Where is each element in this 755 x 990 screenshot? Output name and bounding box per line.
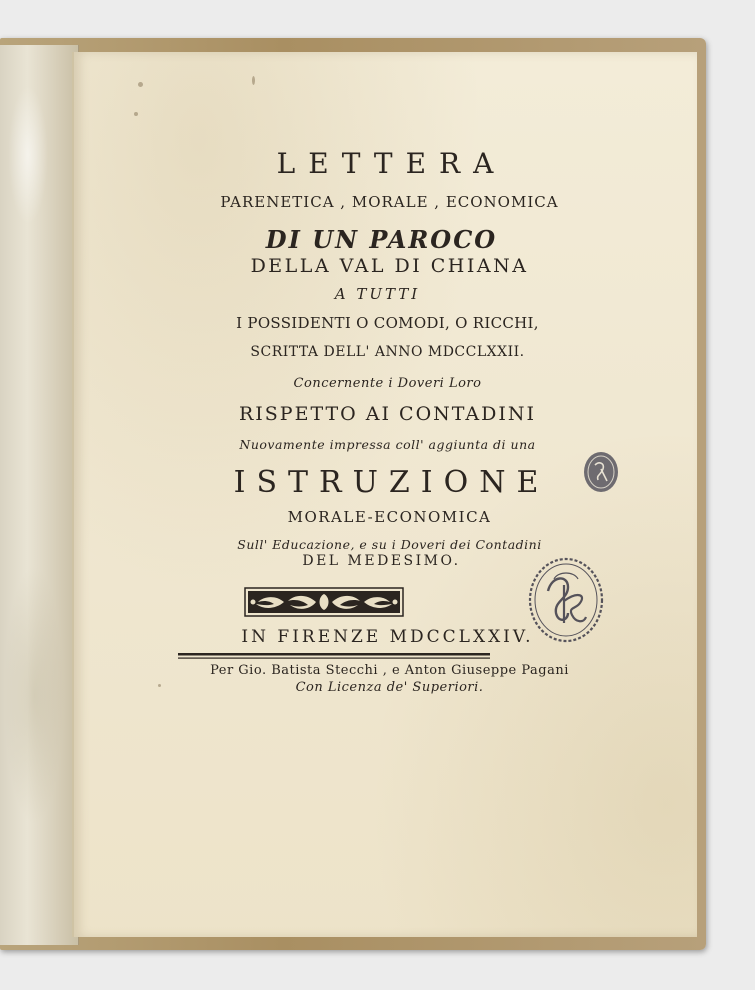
monogram-library-stamp-icon: [528, 557, 604, 643]
topic-line: RISPETTO AI CONTADINI: [238, 403, 537, 425]
same-author-line: DEL MEDESIMO.: [302, 553, 461, 569]
printers-line: Per Gio. Batista Stecchi , e Anton Giuseppe Pagani: [210, 663, 569, 678]
second-subtitle: MORALE-ECONOMICA: [287, 508, 492, 526]
license-line: Con Licenza de' Superiori.: [295, 680, 484, 695]
second-topic: Sull' Educazione, e su i Doveri dei Contadini: [237, 537, 542, 552]
place-line: DELLA VAL DI CHIANA: [250, 255, 529, 277]
reprint-line: Nuovamente impressa coll' aggiunta di una: [239, 437, 536, 452]
paper-speck: [138, 82, 143, 87]
book-subtitle: PARENETICA , MORALE , ECONOMICA: [220, 193, 559, 211]
double-rule-divider: [178, 653, 490, 660]
book-title: LETTERA: [276, 147, 507, 180]
title-page: [72, 52, 697, 937]
paper-speck: [134, 112, 138, 116]
addressee-line: A TUTTI: [334, 285, 421, 303]
second-title: ISTRUZIONE: [233, 465, 550, 500]
floral-ornament-icon: [244, 585, 404, 619]
written-line: SCRITTA DELL' ANNO MDCCLXXII.: [250, 344, 525, 360]
flyleaf-left: [0, 45, 79, 945]
concerning-line: Concernente i Doveri Loro: [293, 376, 482, 391]
paper-speck: [252, 76, 255, 85]
imprint-line: IN FIRENZE MDCCLXXIV.: [241, 627, 534, 647]
small-oval-library-stamp-icon: [583, 451, 619, 493]
addressees: I POSSIDENTI O COMODI, O RICCHI,: [236, 314, 539, 332]
author-line: DI UN PAROCO: [265, 225, 498, 254]
